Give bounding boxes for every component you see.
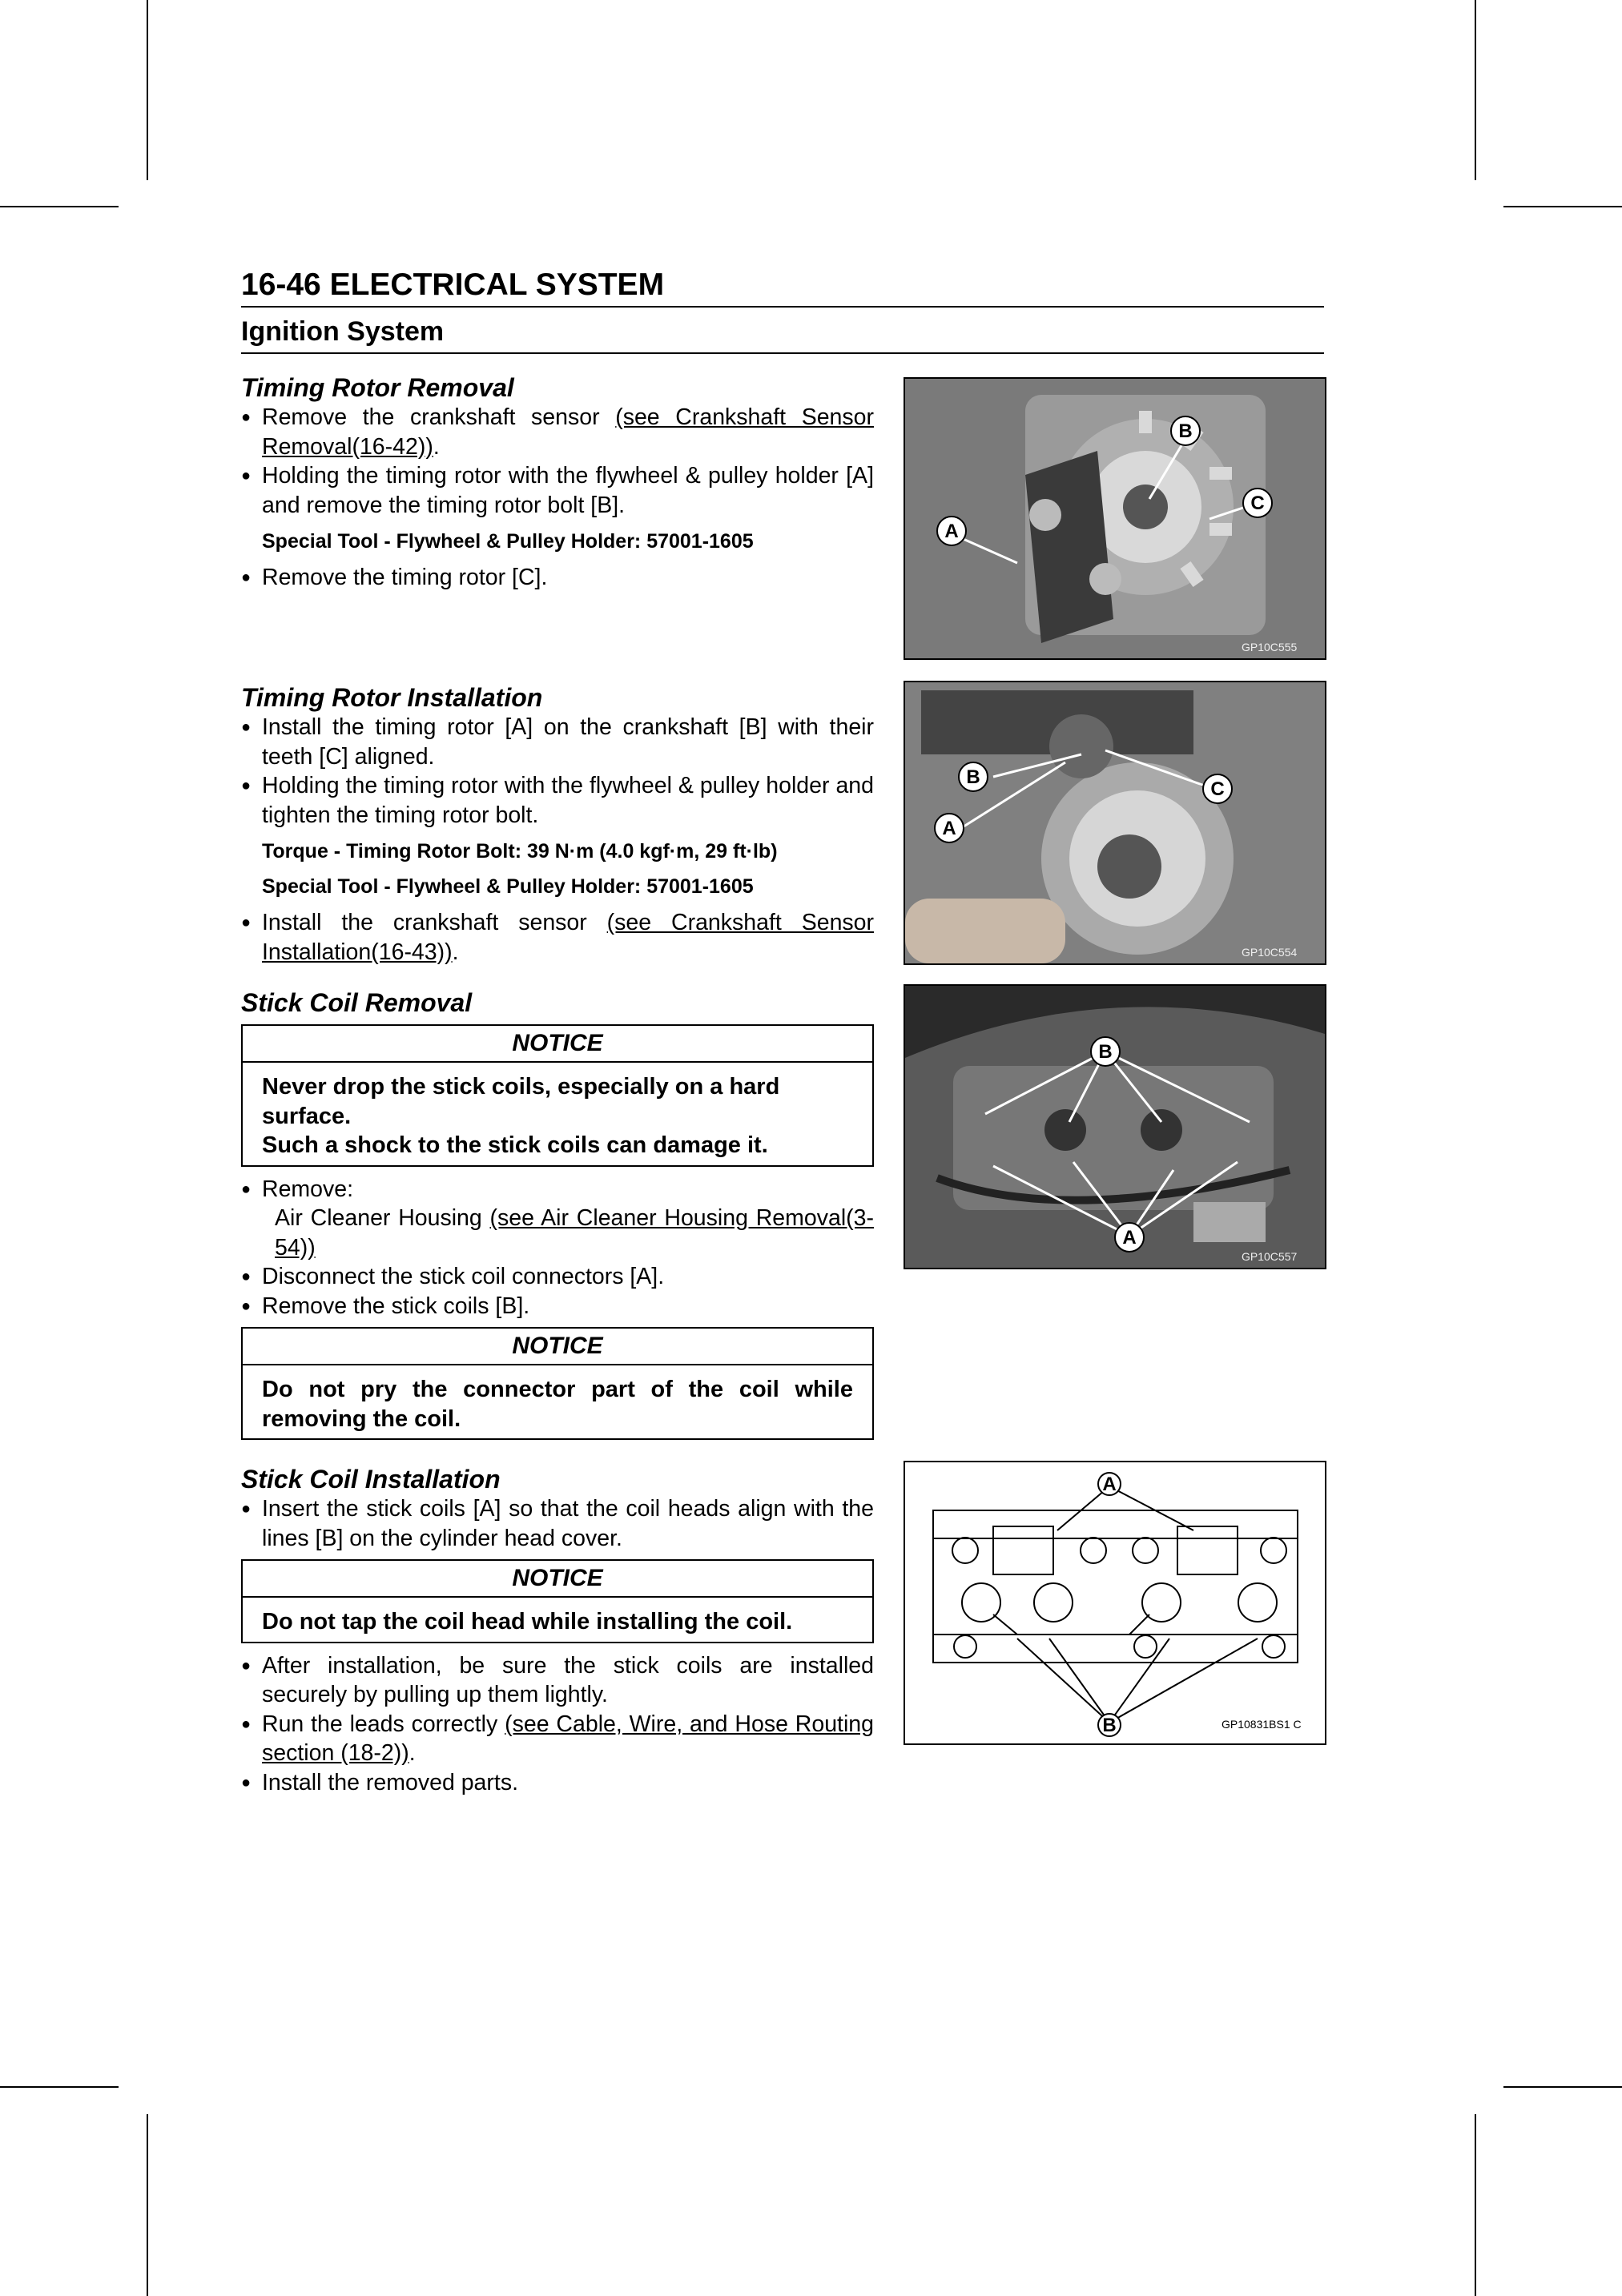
timing-rotor-installation-heading: Timing Rotor Installation <box>241 683 543 712</box>
sub-item: Air Cleaner Housing (see Air Cleaner Housing Removal(3-54)) <box>275 1205 874 1261</box>
stick-coil-removal-photo <box>904 984 1326 1269</box>
list-item: ● Install the removed parts. <box>241 1768 874 1798</box>
callout-a: A <box>942 818 956 839</box>
callout-a: A <box>944 521 959 542</box>
notice-body: Do not pry the connector part of the coil while removing the coil. <box>262 1377 853 1432</box>
crankshaft-sensor-installation-link[interactable]: (see Crankshaft Sensor Installation(16-43)) <box>262 910 875 965</box>
notice-body: Do not tap the coil head while installing the coil. <box>262 1609 793 1635</box>
list-item: ● Remove: <box>241 1175 874 1204</box>
notice-title: NOTICE <box>243 1561 872 1598</box>
figure-code: GP10C557 <box>1242 1250 1298 1263</box>
timing-rotor-removal <box>241 372 874 593</box>
callout-b: B <box>966 766 980 788</box>
page-title: 16-46 ELECTRICAL SYSTEM <box>241 267 665 302</box>
stick-coil-installation <box>241 1464 874 1797</box>
crop-mark <box>0 2086 119 2088</box>
air-cleaner-housing-removal-link[interactable]: (see Air Cleaner Housing Removal(3-54)) <box>275 1205 874 1261</box>
notice-title: NOTICE <box>243 1026 872 1063</box>
notice-box <box>241 1024 874 1167</box>
notice-box <box>241 1327 874 1440</box>
page-header <box>241 264 1324 354</box>
crop-mark <box>1475 0 1476 180</box>
timing-rotor-installation <box>241 682 874 967</box>
crop-mark <box>147 0 148 180</box>
figure-code: GP10C554 <box>1242 946 1298 959</box>
callout-b: B <box>1178 420 1193 442</box>
callout-b: B <box>1098 1041 1113 1063</box>
list-item: ● Install the crankshaft sensor (see Crankshaft Sensor Installation(16-43)). <box>241 908 874 967</box>
torque-note: Torque - Timing Rotor Bolt: 39 N·m (4.0 kgf·m, 29 ft·lb) <box>262 840 778 863</box>
crankshaft-sensor-removal-link[interactable]: (see Crankshaft Sensor Removal(16-42)) <box>262 404 874 460</box>
crop-mark <box>1475 2114 1476 2296</box>
figure-code: GP10C555 <box>1242 641 1298 653</box>
cable-routing-link[interactable]: (see Cable, Wire, and Hose Routing section (18-2)) <box>262 1711 875 1766</box>
stick-coil-removal-heading: Stick Coil Removal <box>241 988 473 1017</box>
list-item: ● Run the leads correctly (see Cable, Wire, and Hose Routing section (18-2)). <box>241 1710 874 1768</box>
callout-a: A <box>1122 1227 1137 1249</box>
callout-b: B <box>1102 1715 1117 1736</box>
list-item: ● After installation, be sure the stick coils are installed securely by pulling up them lightly. <box>241 1651 874 1710</box>
callout-c: C <box>1210 778 1225 800</box>
header-rule <box>241 306 1324 308</box>
list-item: ● Install the timing rotor [A] on the crankshaft [B] with their teeth [C] aligned. <box>241 713 874 771</box>
list-item: ● Disconnect the stick coil connectors [A]. <box>241 1262 874 1292</box>
crop-mark <box>0 206 119 207</box>
timing-rotor-installation-photo <box>904 681 1326 965</box>
stick-coil-installation-heading: Stick Coil Installation <box>241 1465 501 1494</box>
timing-rotor-removal-photo <box>904 377 1326 660</box>
notice-body: Never drop the stick coils, especially on a hard surface. Such a shock to the stick coils can damage it. <box>262 1074 780 1158</box>
stick-coil-installation-diagram <box>904 1461 1326 1745</box>
special-tool-note: Special Tool - Flywheel & Pulley Holder: 57001-1605 <box>262 875 754 898</box>
stick-coil-removal <box>241 987 874 1448</box>
notice-box <box>241 1559 874 1643</box>
section-rule <box>241 352 1324 354</box>
list-item: ● Holding the timing rotor with the flywheel & pulley holder [A] and remove the timing rotor bolt [B]. <box>241 461 874 520</box>
section-title: Ignition System <box>241 316 445 347</box>
callout-c: C <box>1250 493 1265 514</box>
notice-title: NOTICE <box>243 1329 872 1365</box>
crop-mark <box>1503 206 1622 207</box>
figure-code: GP10831BS1 C <box>1222 1718 1302 1731</box>
crop-mark <box>147 2114 148 2296</box>
timing-rotor-removal-heading: Timing Rotor Removal <box>241 373 514 402</box>
callout-a: A <box>1102 1474 1117 1495</box>
list-item: ● Insert the stick coils [A] so that the coil heads align with the lines [B] on the cylinder head cover. <box>241 1494 874 1553</box>
list-item: ● Remove the stick coils [B]. <box>241 1292 874 1321</box>
list-item: ● Remove the crankshaft sensor (see Crankshaft Sensor Removal(16-42)). <box>241 403 874 461</box>
special-tool-note: Special Tool - Flywheel & Pulley Holder: 57001-1605 <box>262 530 754 553</box>
list-item: ● Remove the timing rotor [C]. <box>241 563 874 593</box>
list-item: ● Holding the timing rotor with the flywheel & pulley holder and tighten the timing rotor bolt. <box>241 771 874 830</box>
crop-mark <box>1503 2086 1622 2088</box>
